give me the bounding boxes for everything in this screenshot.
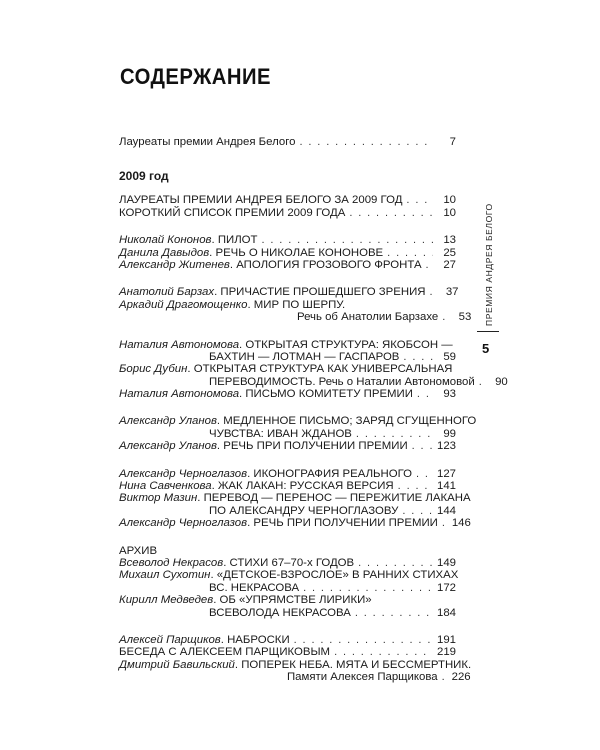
toc-entry-continuation[interactable] — [119, 582, 456, 594]
toc-entry[interactable] — [119, 492, 471, 505]
work-subtitle: Памяти Алексея Парщикова — [287, 671, 438, 684]
toc-page-number: 53 — [458, 311, 472, 324]
dot-leader — [356, 428, 433, 440]
dot-leader — [479, 376, 485, 388]
author-name: Наталия Автономова — [119, 388, 240, 401]
dot-leader — [403, 351, 433, 363]
toc-page-number: 226 — [451, 671, 471, 684]
author-name: Всеволод Некрасов — [119, 556, 224, 569]
author-name: Александр Житенев — [119, 258, 230, 271]
dot-leader — [402, 505, 433, 517]
dot-leader — [387, 247, 433, 259]
author-name: Аркадий Драгомощенко — [119, 298, 248, 311]
toc-page-number: 99 — [443, 427, 456, 440]
toc-entry[interactable] — [119, 247, 456, 259]
running-header-label: ПРЕМИЯ АНДРЕЯ БЕЛОГО — [484, 203, 494, 326]
toc-entry-continuation[interactable] — [119, 505, 456, 517]
author-name: Александр Уланов — [119, 415, 217, 428]
toc-entry-intro[interactable] — [119, 136, 456, 148]
toc-page-number: 13 — [443, 234, 456, 247]
toc-entry[interactable] — [119, 480, 456, 492]
toc-page-number: 7 — [449, 136, 456, 148]
work-title: . НАБРОСКИ — [220, 633, 290, 646]
section-heading-archive: АРХИВ — [119, 544, 158, 557]
toc-page-number: 219 — [436, 646, 456, 659]
toc-entry-continuation[interactable] — [119, 351, 456, 363]
work-title-line2: ВС. НЕКРАСОВА — [209, 581, 300, 594]
author-name: Борис Дубин — [119, 363, 188, 376]
dot-leader — [355, 607, 433, 619]
dot-leader — [406, 194, 433, 206]
toc-page-number: 93 — [443, 388, 456, 401]
author-name: Данила Давыдов — [119, 246, 210, 259]
author-name: Александр Черноглазов — [119, 467, 248, 480]
toc-entry[interactable] — [119, 517, 471, 530]
dot-leader — [334, 646, 433, 658]
work-title: . РЕЧЬ О НИКОЛАЕ КОНОНОВЕ — [209, 246, 384, 259]
toc-entry[interactable] — [119, 259, 456, 271]
dot-leader — [358, 557, 433, 569]
dot-leader — [412, 440, 433, 452]
work-title: . ИКОНОГРАФИЯ РЕАЛЬНОГО — [247, 467, 412, 480]
toc-entry[interactable] — [119, 440, 456, 452]
toc-entry-continuation[interactable] — [119, 428, 456, 440]
work-title: . ПОПЕРЕК НЕБА. МЯТА И БЕССМЕРТНИК. — [234, 658, 472, 671]
work-subtitle: Речь об Анатолии Барзахе — [297, 311, 439, 324]
toc-entry[interactable] — [119, 299, 456, 311]
running-header-rule — [477, 331, 499, 332]
toc-page-number: 144 — [436, 504, 456, 517]
author-name: Михаил Сухотин — [119, 569, 211, 582]
dot-leader — [299, 136, 433, 148]
toc-entry-text: Лауреаты премии Андрея Белого — [119, 136, 296, 148]
toc-page-number: 37 — [445, 286, 459, 299]
toc-page-number: 59 — [443, 350, 456, 363]
toc-entry[interactable] — [119, 286, 459, 299]
toc-entry[interactable] — [119, 363, 456, 375]
toc-page-number: 141 — [436, 480, 456, 493]
work-title: . РЕЧЬ ПРИ ПОЛУЧЕНИИ ПРЕМИИ — [247, 517, 438, 530]
toc-page-number: 123 — [436, 440, 456, 453]
work-title: . АПОЛОГИЯ ГРОЗОВОГО ФРОНТА — [229, 258, 422, 271]
toc-entry[interactable] — [119, 557, 456, 569]
author-name: Виктор Мазин — [119, 492, 198, 505]
toc-entry[interactable] — [119, 569, 459, 582]
work-title-line2: ПО АЛЕКСАНДРУ ЧЕРНОГЛАЗОВУ — [209, 504, 399, 517]
dot-leader — [430, 286, 436, 298]
dot-leader — [398, 480, 433, 492]
author-name: Анатолий Барзах — [119, 286, 215, 299]
toc-page-number: 127 — [436, 467, 456, 480]
work-title: . СТИХИ 67–70-х ГОДОВ — [223, 556, 355, 569]
toc-page-number: 149 — [436, 556, 456, 569]
work-title: . ПРИЧАСТИЕ ПРОШЕДШЕГО ЗРЕНИЯ — [214, 286, 426, 299]
toc-entry[interactable] — [119, 658, 472, 671]
author-name: Александр Уланов — [119, 440, 217, 453]
dot-leader — [417, 388, 433, 400]
work-title: . ПИЛОТ — [211, 234, 258, 247]
dot-leader — [426, 259, 433, 271]
toc-entry[interactable]: ЛАУРЕАТЫ ПРЕМИИ АНДРЕЯ БЕЛОГО ЗА 2009 ГОД . . . 10 — [119, 194, 456, 206]
page-title: СОДЕРЖАНИЕ — [120, 64, 271, 89]
toc-entry[interactable] — [119, 415, 477, 428]
toc-page-number: 10 — [443, 206, 456, 219]
toc-entry-continuation[interactable] — [119, 311, 472, 324]
toc-entry[interactable] — [119, 234, 456, 246]
toc-page-number: 191 — [436, 633, 456, 646]
dot-leader — [349, 207, 433, 219]
section-heading-year: 2009 год — [119, 169, 169, 184]
toc-entry-continuation[interactable] — [119, 375, 508, 388]
work-title: . РЕЧЬ ПРИ ПОЛУЧЕНИИ ПРЕМИИ — [216, 440, 408, 453]
toc-entry[interactable] — [119, 388, 456, 400]
work-title: . ОТКРЫТАЯ СТРУКТУРА КАК УНИВЕРСАЛЬНАЯ — [187, 363, 453, 376]
author-name: Александр Черноглазов — [119, 517, 248, 530]
toc-page-number: 25 — [443, 246, 456, 259]
toc-entry[interactable] — [119, 468, 456, 480]
dot-leader — [294, 634, 433, 646]
work-title: . ОБ «УПРЯМСТВЕ ЛИРИКИ» — [213, 594, 372, 607]
toc-entry[interactable] — [119, 634, 456, 646]
toc-page-number: 90 — [495, 375, 508, 388]
toc-entry-continuation[interactable] — [119, 671, 471, 684]
dot-leader — [442, 671, 448, 683]
dot-leader — [261, 234, 433, 246]
toc-page-number: 146 — [451, 517, 471, 530]
toc-entry[interactable]: КОРОТКИЙ СПИСОК ПРЕМИИ 2009 ГОДА . . . 10 — [119, 207, 456, 219]
work-title: . МИР ПО ШЕРПУ. — [247, 298, 346, 311]
work-title: . ПЕРЕВОД — ПЕРЕНОС — ПЕРЕЖИТИЕ ЛАКАНА — [197, 492, 471, 505]
work-title-line2: ВСЕВОЛОДА НЕКРАСОВА — [209, 606, 351, 619]
work-title: . ЖАК ЛАКАН: РУССКАЯ ВЕРСИЯ — [211, 480, 394, 493]
folio-page-number: 5 — [482, 341, 490, 356]
dot-leader — [442, 311, 448, 323]
toc-page-number: 184 — [436, 606, 456, 619]
author-name: Алексей Парщиков — [119, 633, 221, 646]
toc-entry[interactable] — [119, 339, 456, 351]
author-name: Дмитрий Бавильский — [119, 658, 235, 671]
work-title-line2: БАХТИН — ЛОТМАН — ГАСПАРОВ — [209, 350, 400, 363]
dot-leader — [442, 517, 448, 529]
work-title: . ПИСЬМО КОМИТЕТУ ПРЕМИИ — [239, 388, 413, 401]
toc-page-number: 10 — [443, 194, 456, 207]
work-title: . МЕДЛЕННОЕ ПИСЬМО; ЗАРЯД СГУЩЕННОГО — [216, 415, 477, 428]
author-name: Кирилл Медведев — [119, 594, 214, 607]
author-name: Нина Савченкова — [119, 480, 212, 493]
toc-page-number: 172 — [436, 581, 456, 594]
work-title: БЕСЕДА С АЛЕКСЕЕМ ПАРЩИКОВЫМ — [119, 646, 331, 659]
author-name: Наталия Автономова — [119, 338, 240, 351]
dot-leader — [416, 468, 433, 480]
toc-page-number: 27 — [443, 258, 456, 271]
work-title: . «ДЕТСКОЕ-ВЗРОСЛОЕ» В РАННИХ СТИХАХ — [210, 569, 459, 582]
dot-leader — [303, 582, 433, 594]
toc-entry[interactable] — [119, 646, 456, 658]
author-name: Николай Кононов — [119, 234, 212, 247]
work-title-line2: ЧУВСТВА: ИВАН ЖДАНОВ — [209, 427, 352, 440]
toc-entry-continuation[interactable] — [119, 607, 456, 619]
work-title-line2: ПЕРЕВОДИМОСТЬ. Речь о Наталии Автономовой — [209, 375, 475, 388]
work-title: . ОТКРЫТАЯ СТРУКТУРА: ЯКОБСОН — — [239, 338, 453, 351]
toc-entry[interactable] — [119, 594, 456, 606]
